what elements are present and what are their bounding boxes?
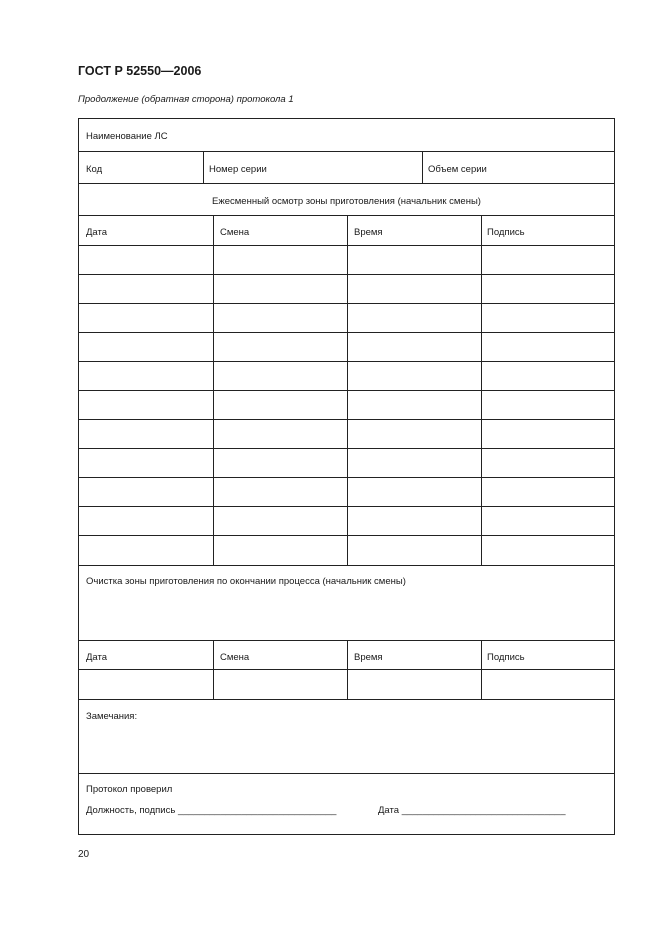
- date-blank: _______________________________: [401, 805, 566, 816]
- row-divider: [79, 773, 614, 774]
- column-divider: [481, 215, 482, 565]
- document-code: ГОСТ Р 52550—2006: [78, 64, 202, 78]
- column-divider: [347, 640, 348, 699]
- column-header-date: Дата: [86, 227, 108, 238]
- row-divider: [79, 183, 614, 184]
- cleaning-section-title: Очистка зоны приготовления по окончании процесса (начальник смены): [86, 576, 406, 587]
- series-number-label: Номер серии: [209, 164, 267, 175]
- row-divider: [79, 699, 614, 700]
- product-name-label: Наименование ЛС: [86, 131, 168, 142]
- page-number: 20: [78, 849, 90, 860]
- inspection-section-title: Ежесменный осмотр зоны приготовления (начальник смены): [212, 196, 481, 207]
- column-header-signature: Подпись: [487, 227, 525, 238]
- column-divider: [203, 151, 204, 183]
- cleaning-header-signature: Подпись: [487, 652, 525, 663]
- series-volume-label: Объем серии: [428, 164, 487, 175]
- position-signature-blank: ______________________________: [177, 805, 337, 816]
- row-divider: [79, 565, 614, 566]
- cleaning-header-time: Время: [354, 652, 383, 663]
- position-signature-line: [86, 805, 336, 816]
- remarks-label: Замечания:: [86, 711, 138, 722]
- protocol-subtitle: Продолжение (обратная сторона) протокола 1: [78, 94, 294, 105]
- checked-by-label: Протокол проверил: [86, 784, 173, 795]
- column-divider: [481, 640, 482, 699]
- code-label: Код: [86, 164, 103, 175]
- column-divider: [347, 215, 348, 565]
- date-line: [378, 805, 565, 816]
- column-header-time: Время: [354, 227, 383, 238]
- cleaning-header-shift: Смена: [220, 652, 250, 663]
- column-divider: [213, 640, 214, 699]
- column-divider: [213, 215, 214, 565]
- column-divider: [422, 151, 423, 183]
- cleaning-header-date: Дата: [86, 652, 108, 663]
- protocol-form: [78, 118, 615, 835]
- row-divider: [79, 151, 614, 152]
- date-label: Дата: [378, 805, 400, 816]
- column-header-shift: Смена: [220, 227, 250, 238]
- position-signature-label: Должность, подпись: [86, 805, 176, 816]
